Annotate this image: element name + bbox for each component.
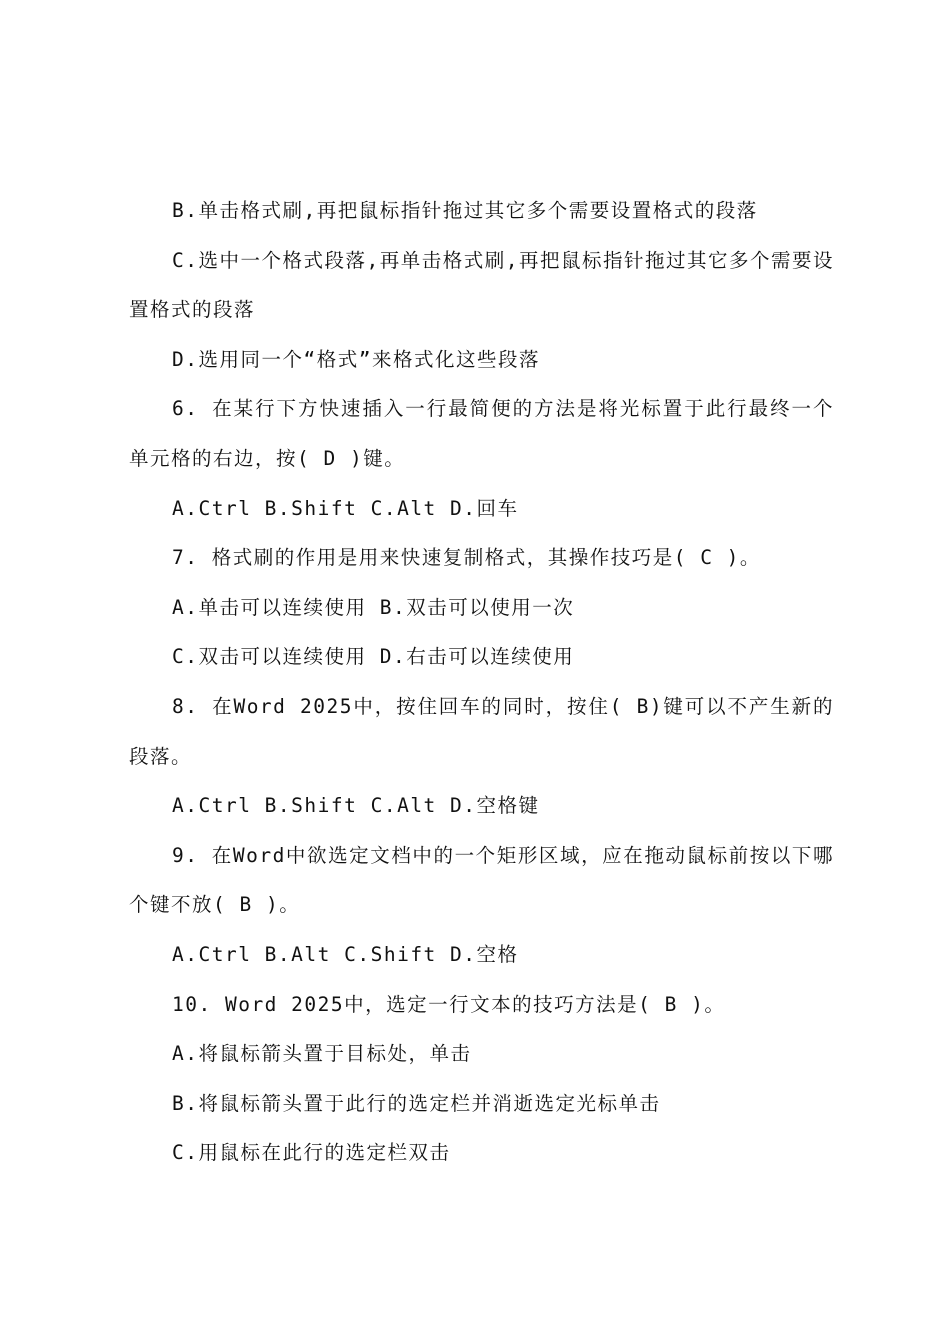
option-paragraph: C.选中一个格式段落,再单击格式刷,再把鼠标指针拖过其它多个需要设置格式的段落 bbox=[129, 248, 834, 322]
option-paragraph: C.双击可以连续使用 D.右击可以连续使用 bbox=[172, 645, 575, 669]
question-paragraph: 9. 在Word中欲选定文档中的一个矩形区域，应在拖动鼠标前按以下哪个键不放( B )。 bbox=[129, 843, 834, 917]
question-paragraph: 10. Word 2025中，选定一行文本的技巧方法是( B )。 bbox=[172, 992, 726, 1016]
option-paragraph: A.Ctrl B.Shift C.Alt D.空格键 bbox=[172, 794, 540, 818]
question-paragraph: 8. 在Word 2025中，按住回车的同时，按住( B)键可以不产生新的段落。 bbox=[129, 694, 834, 768]
document-body bbox=[129, 186, 834, 1178]
question-paragraph: 6. 在某行下方快速插入一行最简便的方法是将光标置于此行最终一个单元格的右边，按( D )键。 bbox=[129, 397, 834, 470]
option-paragraph: A.Ctrl B.Shift C.Alt D.回车 bbox=[172, 496, 519, 520]
option-paragraph: D.选用同一个“格式”来格式化这些段落 bbox=[172, 347, 540, 371]
option-paragraph: B.将鼠标箭头置于此行的选定栏并消逝选定光标单击 bbox=[172, 1091, 661, 1115]
option-paragraph: A.单击可以连续使用 B.双击可以使用一次 bbox=[172, 595, 575, 619]
question-paragraph: 7. 格式刷的作用是用来快速复制格式，其操作技巧是( C )。 bbox=[172, 546, 761, 570]
option-paragraph: C.用鼠标在此行的选定栏双击 bbox=[172, 1141, 451, 1165]
option-paragraph: A.Ctrl B.Alt C.Shift D.空格 bbox=[172, 942, 519, 966]
option-paragraph: B.单击格式刷,再把鼠标指针拖过其它多个需要设置格式的段落 bbox=[172, 199, 758, 222]
option-paragraph: A.将鼠标箭头置于目标处，单击 bbox=[172, 1042, 472, 1066]
